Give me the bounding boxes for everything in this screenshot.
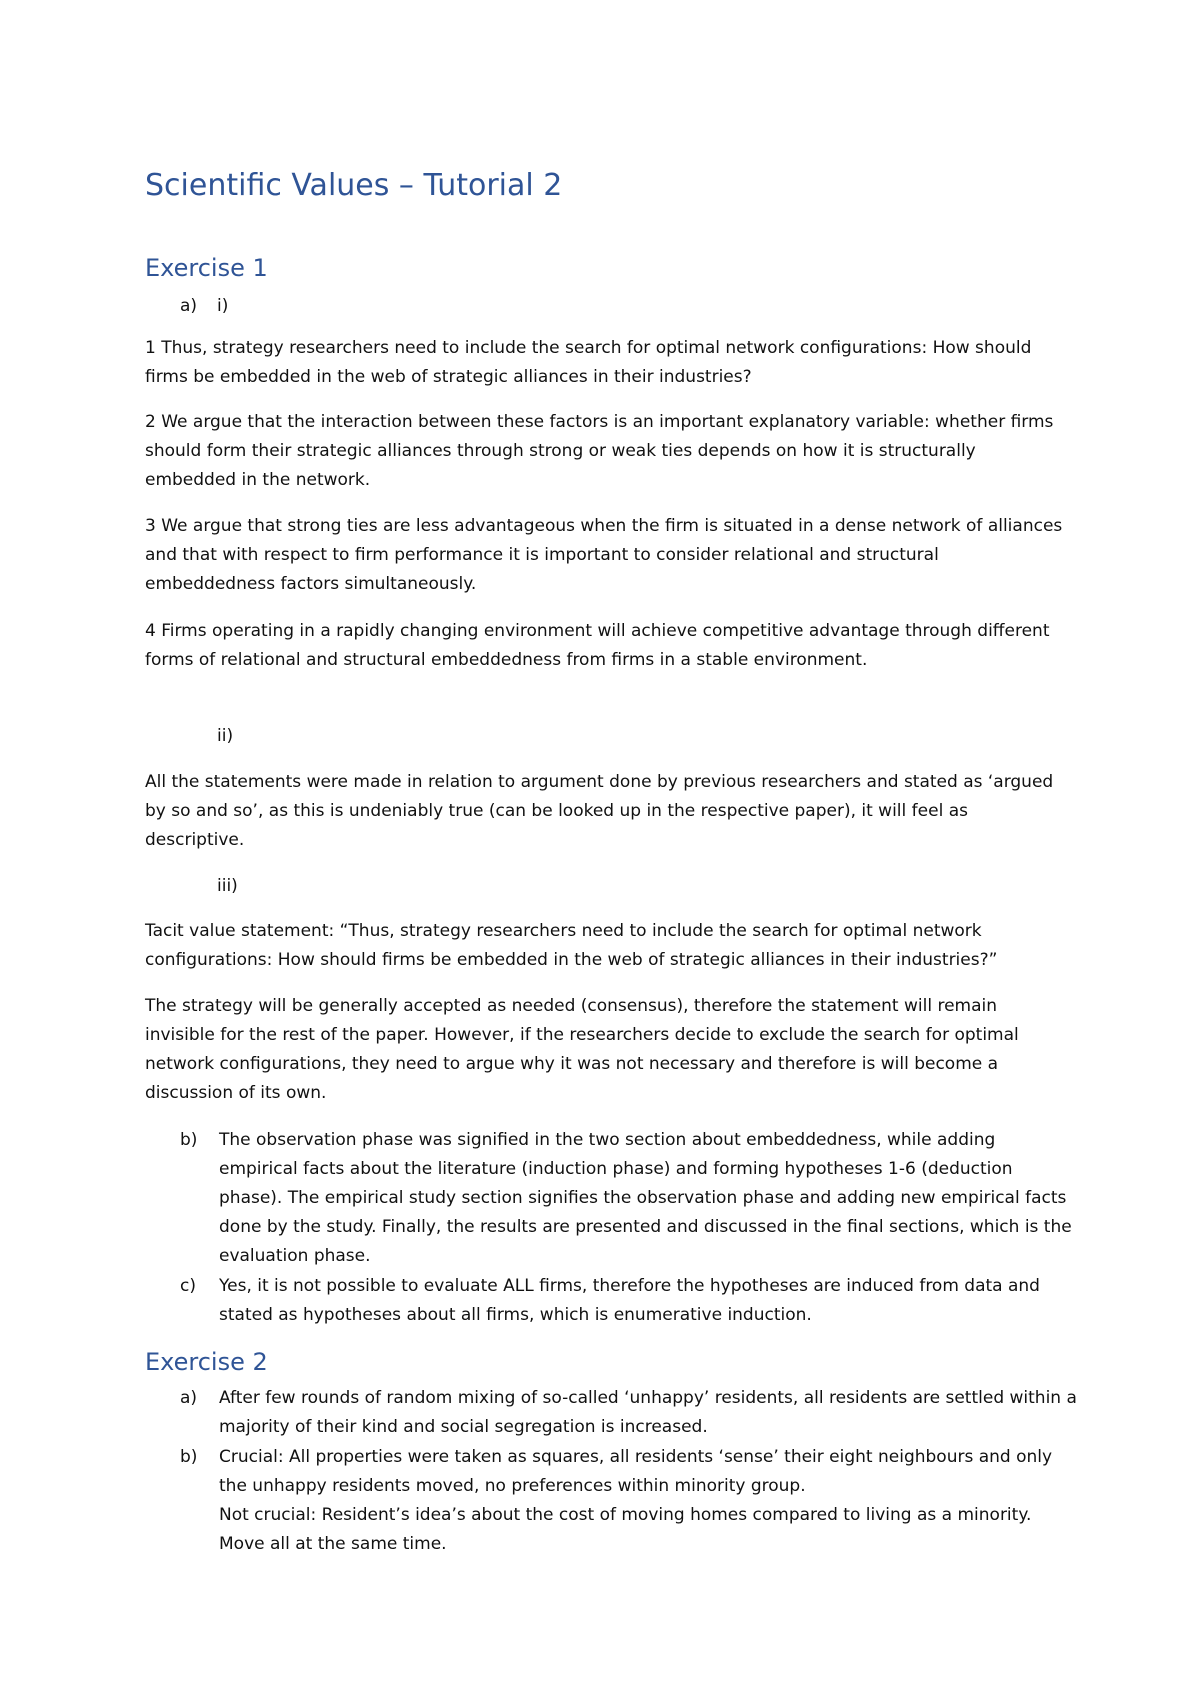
part-a-marker: a) — [180, 296, 198, 316]
exercise-2-heading: Exercise 2 — [145, 1348, 268, 1376]
ex2-part-a-answer: After few rounds of random mixing of so-called ‘unhappy’ residents, all residents are settled within a majority of their kind and social segregation is increased. — [219, 1388, 1077, 1437]
ex2-part-b-marker: b) — [180, 1447, 198, 1467]
part-b-marker: b) — [180, 1130, 198, 1150]
part-c-answer: Yes, it is not possible to evaluate ALL firms, therefore the hypotheses are induced from data and stated as hypotheses about all firms, which is enumerative induction. — [219, 1276, 1040, 1325]
iii-answer-1: Tacit value statement: “Thus, strategy researchers need to include the search for optimal network configurations: How should firms be embedded in the web of strategic alliances in their industries?” — [145, 921, 998, 970]
statement-1: 1 Thus, strategy researchers need to include the search for optimal network configurations: How should firms be embedded in the web of strategic alliances in their industries? — [145, 338, 1032, 387]
part-b-answer: The observation phase was signified in the two section about embeddedness, while adding empirical facts about the literature (induction phase) and forming hypotheses 1-6 (deduction phase). The empirical study section signifies the observation phase and adding new empirical facts done by the study. Finally, the results are presented and discussed in the final sections, which is the evaluation phase. — [219, 1130, 1072, 1266]
part-c-marker: c) — [180, 1276, 196, 1296]
exercise-1-heading: Exercise 1 — [145, 254, 268, 282]
sub-ii-label: ii) — [217, 726, 234, 746]
statement-2: 2 We argue that the interaction between these factors is an important explanatory variable: whether firms should form their strategic alliances through strong or weak ties depends on how it is structurally embedded in the network. — [145, 412, 1054, 490]
statement-4: 4 Firms operating in a rapidly changing environment will achieve competitive advantage through different forms of relational and structural embeddedness from firms in a stable environment. — [145, 621, 1050, 670]
iii-answer-2: The strategy will be generally accepted as needed (consensus), therefore the statement will remain invisible for the rest of the paper. However, if the researchers decide to exclude the search for optimal network configurations, they need to argue why it was not necessary and therefore is will become a discussion of its own. — [145, 996, 1019, 1103]
sub-iii-label: iii) — [217, 876, 238, 896]
ex2-part-a-marker: a) — [180, 1388, 198, 1408]
ex2-part-b-answer: Crucial: All properties were taken as squares, all residents ‘sense’ their eight neighbours and only the unhappy residents moved, no preferences within minority group. Not crucial: Resident’s idea’s about the cost of moving homes compared to living as a minority. Move all at the same time. — [219, 1447, 1053, 1554]
statement-3: 3 We argue that strong ties are less advantageous when the firm is situated in a dense network of alliances and that with respect to firm performance it is important to consider relational and structural embeddedness factors simultaneously. — [145, 516, 1063, 594]
document-title: Scientific Values – Tutorial 2 — [145, 168, 563, 203]
ii-answer: All the statements were made in relation to argument done by previous researchers and stated as ‘argued by so and so’, as this is undeniably true (can be looked up in the respective paper), it will feel as descriptive. — [145, 772, 1054, 850]
sub-i-label: i) — [217, 296, 229, 316]
